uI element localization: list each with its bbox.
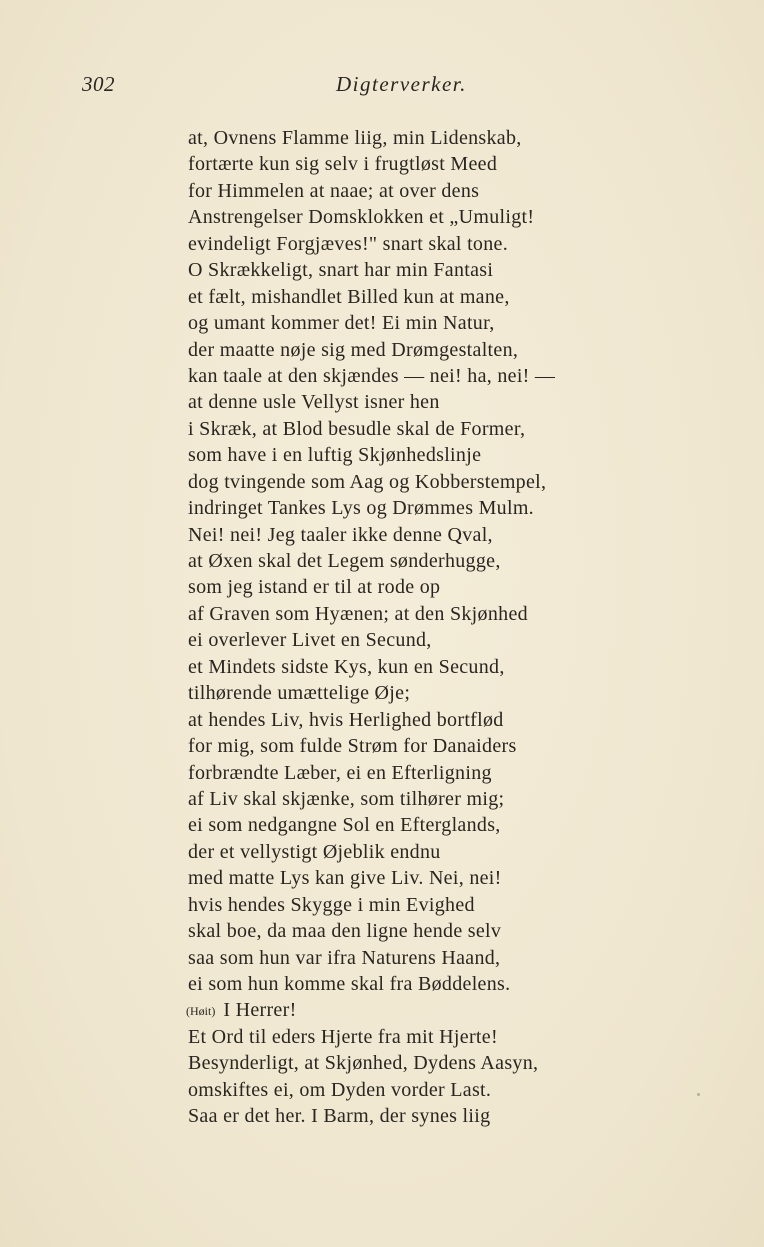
paper-speck (697, 1093, 700, 1096)
verse-line: Saa er det her. I Barm, der synes liig (188, 1105, 491, 1128)
verse-line: omskiftes ei, om Dyden vorder Last. (188, 1078, 492, 1101)
verse-line: saa som hun var ifra Naturens Haand, (188, 946, 501, 969)
verse-line: som have i en luftig Skjønhedslinje (188, 444, 482, 467)
verse-line: indringet Tankes Lys og Drømmes Mulm. (188, 497, 534, 520)
verse-line: fortærte kun sig selv i frugtløst Meed (188, 153, 498, 176)
verse-line: for mig, som fulde Strøm for Danaiders (188, 735, 517, 758)
verse-line: at hendes Liv, hvis Herlighed bortflød (188, 708, 504, 731)
verse-line: O Skrækkeligt, snart har min Fantasi (188, 259, 494, 282)
verse-line: ei overlever Livet en Secund, (188, 629, 432, 652)
verse-line: kan taale at den skjændes — nei! ha, nei! — (188, 364, 556, 387)
page-number: 302 (82, 72, 115, 96)
verse-line: der maatte nøje sig med Drømgestalten, (188, 338, 519, 361)
stage-line (186, 997, 748, 1023)
verse-line: at denne usle Vellyst isner hen (188, 391, 440, 414)
verse-line: Besynderligt, at Skjønhed, Dydens Aasyn, (188, 1052, 539, 1075)
verse-line: evindeligt Forgjæves!" snart skal tone. (188, 232, 509, 255)
verse-line: dog tvingende som Aag og Kobberstempel, (188, 470, 547, 493)
verse-line: for Himmelen at naae; at over dens (188, 179, 480, 202)
verse-line: at Øxen skal det Legem sønderhugge, (188, 550, 501, 572)
verse-line: hvis hendes Skygge i min Evighed (188, 893, 475, 916)
stage-direction: (Høit) (186, 1004, 216, 1019)
stage-line-text: I Herrer! (223, 999, 297, 1022)
verse-line: Anstrengelser Domsklokken et „Umuligt! (188, 206, 535, 229)
verse-line: af Graven som Hyænen; at den Skjønhed (188, 602, 528, 625)
verse-line: at, Ovnens Flamme liig, min Lidenskab, (188, 127, 522, 149)
verse-line: som jeg istand er til at rode op (188, 576, 441, 599)
verse-block (188, 125, 748, 1130)
verse-line: Et Ord til eders Hjerte fra mit Hjerte! (188, 1025, 498, 1048)
verse-line: af Liv skal skjænke, som tilhører mig; (188, 787, 505, 810)
verse-line: tilhørende umættelige Øje; (188, 682, 411, 705)
verse-line: forbrændte Læber, ei en Efterligning (188, 761, 492, 784)
verse-line: der et vellystigt Øjeblik endnu (188, 840, 441, 863)
verse-line: ei som nedgangne Sol en Efterglands, (188, 814, 501, 837)
verse-line: i Skræk, at Blod besudle skal de Former, (188, 417, 526, 440)
verse-line: med matte Lys kan give Liv. Nei, nei! (188, 867, 502, 890)
verse-line: et Mindets sidste Kys, kun en Secund, (188, 655, 505, 678)
verse-line: et fælt, mishandlet Billed kun at mane, (188, 285, 510, 308)
verse-line: skal boe, da maa den ligne hende selv (188, 920, 502, 943)
verse-line: Nei! nei! Jeg taaler ikke denne Qval, (188, 523, 493, 546)
verse-line: ei som hun komme skal fra Bøddelens. (188, 973, 511, 995)
running-head: Digterverker. (336, 72, 467, 96)
verse-line: og umant kommer det! Ei min Natur, (188, 312, 495, 335)
